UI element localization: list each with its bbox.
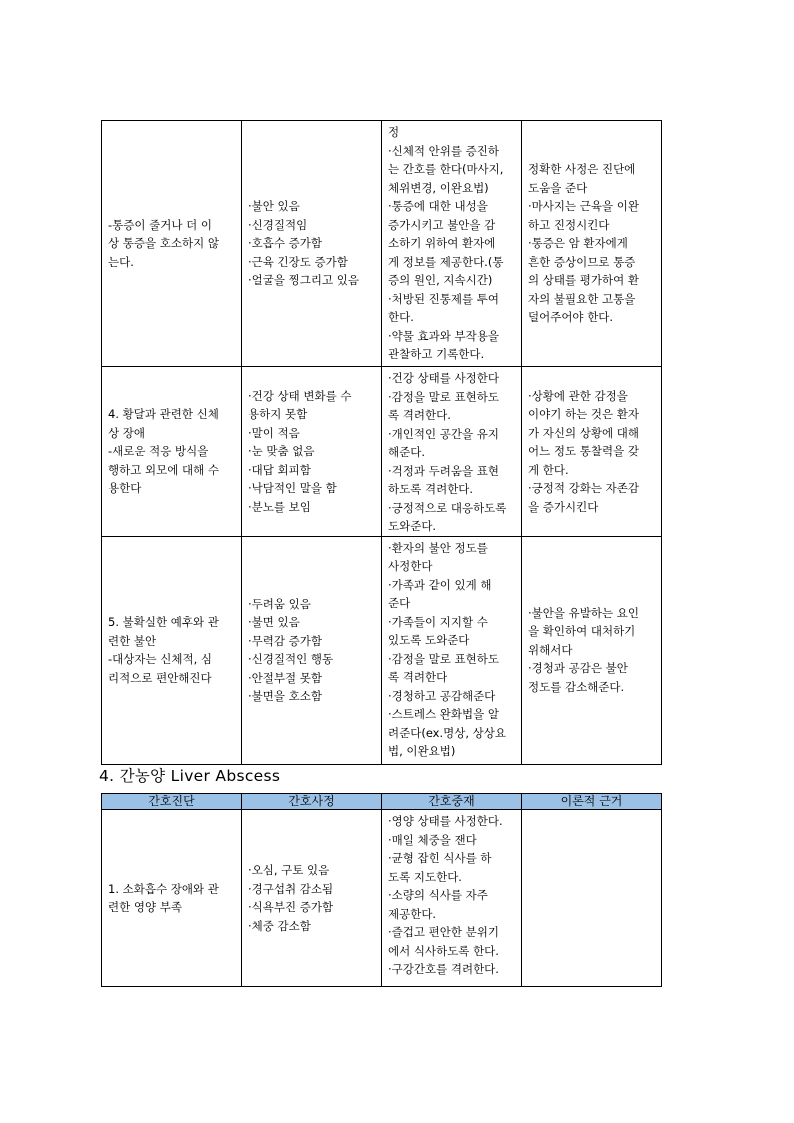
assessment-cell [242, 367, 382, 537]
cell-text-line: 관찰하고 기록한다. [388, 347, 485, 361]
cell-text-line: ·경청과 공감은 불안 [528, 661, 628, 676]
cell-text-line: 이야기 하는 것은 환자 [528, 407, 639, 421]
cell-text-line: 있도록 도와준다 [388, 633, 470, 647]
cell-text-line: 행하고 외모에 대해 수 [108, 462, 219, 477]
cell-text-line: 에서 식사하도록 한다. [388, 943, 499, 958]
cell-text-line: 을 확인하여 대처하기 [528, 624, 636, 639]
cell-text-line: 용하지 못함 [248, 407, 308, 421]
cell-text-line: ·불면을 호소함 [248, 689, 322, 703]
cell-text-line: ·경청하고 공감해준다 [388, 688, 496, 703]
cell-text-line: ·스트레스 완화법을 알 [388, 707, 499, 721]
cell-text-line: ·건강 상태 변화를 수 [248, 388, 352, 403]
rationale-cell [522, 536, 662, 764]
cell-text-line: 록 격려한다 [388, 670, 448, 684]
cell-text-line: 는 간호를 한다(마사지, [388, 162, 504, 176]
cell-text-line: 련한 영양 부족 [108, 900, 182, 914]
liver-abscess-care-plan-table [101, 793, 662, 987]
cell-text-line: 사정한다 [388, 559, 433, 573]
cell-text-line: ·안절부절 못함 [248, 670, 322, 685]
cell-text-line: ·긍정적으로 대응하도록 [388, 500, 507, 515]
assessment-cell [242, 536, 382, 764]
header-assessment: 간호사정 [242, 794, 382, 810]
cell-text-line: 준다 [388, 596, 411, 610]
cell-text-line: ·감정을 말로 표현하도 [388, 651, 499, 666]
cell-text-line: ·통증은 암 환자에게 [528, 236, 628, 251]
cell-text-line: 련한 불안 [108, 633, 157, 648]
cell-text-line: ·상황에 관한 감정을 [528, 388, 628, 403]
cell-text-line: ·가족과 같이 있게 해 [388, 577, 492, 592]
cell-text-line: 정확한 사정은 진단에 [528, 162, 636, 177]
cell-text-line: ·개인적인 공간을 유지 [388, 426, 499, 441]
cell-text-line: ·눈 맞춤 없음 [248, 444, 315, 458]
cell-text-line: ·호흡수 증가함 [248, 236, 322, 251]
cell-text-line: ·약물 효과와 부작용을 [388, 328, 499, 343]
cell-text-line: ·분노를 보임 [248, 499, 311, 514]
cell-text-line: ·말이 적음 [248, 425, 300, 440]
cell-text-line: 흔한 증상이므로 통증 [528, 254, 636, 269]
cell-text-line: ·건강 상태를 사정한다 [388, 371, 499, 385]
cell-text-line: ·신체적 안위를 증진하 [388, 143, 499, 158]
cell-text-line: 4. 황달과 관련한 신체 [108, 407, 219, 421]
cell-text-line: 제공한다. [388, 906, 437, 921]
cell-text-line: ·불안 있음 [248, 199, 300, 214]
cell-text-line: 상 장애 [108, 425, 145, 440]
cell-text-line: ·얼굴을 찡그리고 있음 [248, 273, 359, 288]
header-intervention: 간호중재 [382, 794, 522, 810]
table-row [102, 536, 662, 764]
cell-text-line: 게 한다. [528, 462, 569, 477]
intervention-cell [382, 121, 522, 367]
cell-text-line: ·오심, 구토 있음 [248, 863, 330, 877]
cell-text-line: ·즐겁고 편안한 분위기 [388, 925, 499, 939]
cell-text-line: ·긍정적 강화는 자존감 [528, 481, 639, 495]
diagnosis-cell [102, 367, 242, 537]
cell-text-line: ·소량의 식사를 자주 [388, 888, 488, 902]
cell-text-line: ·불면 있음 [248, 615, 300, 629]
cell-text-line: 해준다. [388, 445, 425, 459]
diagnosis-cell [102, 121, 242, 367]
section-title: 4. 간농양 Liver Abscess [99, 767, 281, 785]
cell-text-line: 1. 소화흡수 장애와 관 [108, 881, 219, 896]
cell-text-line: ·불안을 유발하는 요인 [528, 605, 639, 620]
intervention-cell [382, 810, 522, 987]
assessment-cell [242, 810, 382, 987]
cell-text-line: 체위변경, 이완요법) [388, 180, 489, 195]
cell-text-line: ·낙담적인 말을 함 [248, 481, 337, 495]
cell-text-line: 도와준다. [388, 519, 437, 533]
cell-text-line: ·무력감 증가함 [248, 633, 322, 648]
table-header-row [102, 794, 662, 810]
cell-text-line: ·두려움 있음 [248, 596, 311, 611]
cell-text-line: 도록 지도한다. [388, 869, 462, 884]
cell-text-line: ·매일 체중을 잰다 [388, 832, 477, 847]
care-plan-table-continued [101, 120, 662, 765]
cell-text-line: ·가족들이 지지할 수 [388, 614, 488, 629]
header-rationale: 이론적 근거 [522, 794, 662, 810]
cell-text-line: 의 상태를 평가하여 환 [528, 273, 639, 288]
rationale-cell [522, 367, 662, 537]
cell-text-line: 려준다(ex.명상, 상상요 [388, 725, 507, 740]
cell-text-line: ·신경질적임 [248, 217, 308, 232]
cell-text-line: ·환자의 불안 정도를 [388, 540, 488, 555]
cell-text-line: -통증이 줄거나 더 이 [108, 217, 212, 232]
rationale-cell [522, 810, 662, 987]
cell-text-line: ·처방된 진통제를 투여 [388, 291, 499, 306]
cell-text-line: 법, 이완요법) [388, 744, 456, 758]
cell-text-line: ·체중 감소함 [248, 918, 311, 933]
table-row [102, 810, 662, 987]
cell-text-line: 을 증가시킨다 [528, 499, 599, 514]
cell-text-line: -새로운 적응 방식을 [108, 444, 209, 458]
cell-text-line: 리적으로 편안해진다 [108, 670, 212, 685]
cell-text-line: ·구강간호를 격려한다. [388, 962, 499, 976]
cell-text-line: 하도록 격려한다. [388, 482, 474, 496]
header-diagnosis: 간호진단 [102, 794, 242, 810]
cell-text-line: 어느 정도 통찰력을 갖 [528, 444, 639, 458]
cell-text-line: -대상자는 신체적, 심 [108, 652, 212, 666]
diagnosis-cell [102, 810, 242, 987]
cell-text-line: 위해서다 [528, 642, 573, 657]
cell-text-line: ·신경질적인 행동 [248, 652, 334, 666]
cell-text-line: 가 자신의 상황에 대해 [528, 425, 639, 440]
cell-text-line: ·근육 긴장도 증가함 [248, 254, 348, 269]
cell-text-line: 하고 진정시킨다 [528, 217, 610, 232]
cell-text-line: 게 정보를 제공한다.(통 [388, 254, 504, 269]
cell-text-line: 한다. [388, 310, 414, 324]
cell-text-line: ·대답 회피함 [248, 462, 311, 477]
rationale-cell [522, 121, 662, 367]
cell-text-line: 소하기 위하여 환자에 [388, 236, 496, 250]
cell-text-line: 용한다 [108, 481, 142, 495]
cell-text-line: 는다. [108, 254, 134, 269]
cell-text-line: 정 [388, 125, 400, 139]
table-row [102, 121, 662, 367]
cell-text-line: ·통증에 대한 내성을 [388, 199, 488, 213]
cell-text-line: 자의 불필요한 고통을 [528, 291, 636, 306]
cell-text-line: ·영양 상태를 사정한다. [388, 814, 503, 828]
cell-text-line: 덜어주어야 한다. [528, 310, 614, 325]
intervention-cell [382, 367, 522, 537]
cell-text-line: 정도를 감소해준다. [528, 679, 625, 694]
cell-text-line: ·마사지는 근육을 이완 [528, 199, 639, 214]
cell-text-line: 증의 원인, 지속시간) [388, 273, 493, 287]
intervention-cell [382, 536, 522, 764]
assessment-cell [242, 121, 382, 367]
diagnosis-cell [102, 536, 242, 764]
cell-text-line: 도움을 준다 [528, 180, 588, 195]
cell-text-line: ·감정을 말로 표현하도 [388, 389, 499, 404]
cell-text-line: ·경구섭취 감소됨 [248, 881, 334, 896]
table-row [102, 367, 662, 537]
cell-text-line: 증가시키고 불안을 감 [388, 217, 496, 232]
cell-text-line: 상 통증을 호소하지 않 [108, 236, 219, 251]
cell-text-line: ·균형 잡힌 식사를 하 [388, 851, 492, 865]
cell-text-line: ·걱정과 두려움을 표현 [388, 463, 499, 478]
cell-text-line: ·식욕부진 증가함 [248, 900, 334, 914]
cell-text-line: 록 격려한다. [388, 408, 451, 422]
cell-text-line: 5. 불확실한 예후와 관 [108, 615, 219, 629]
